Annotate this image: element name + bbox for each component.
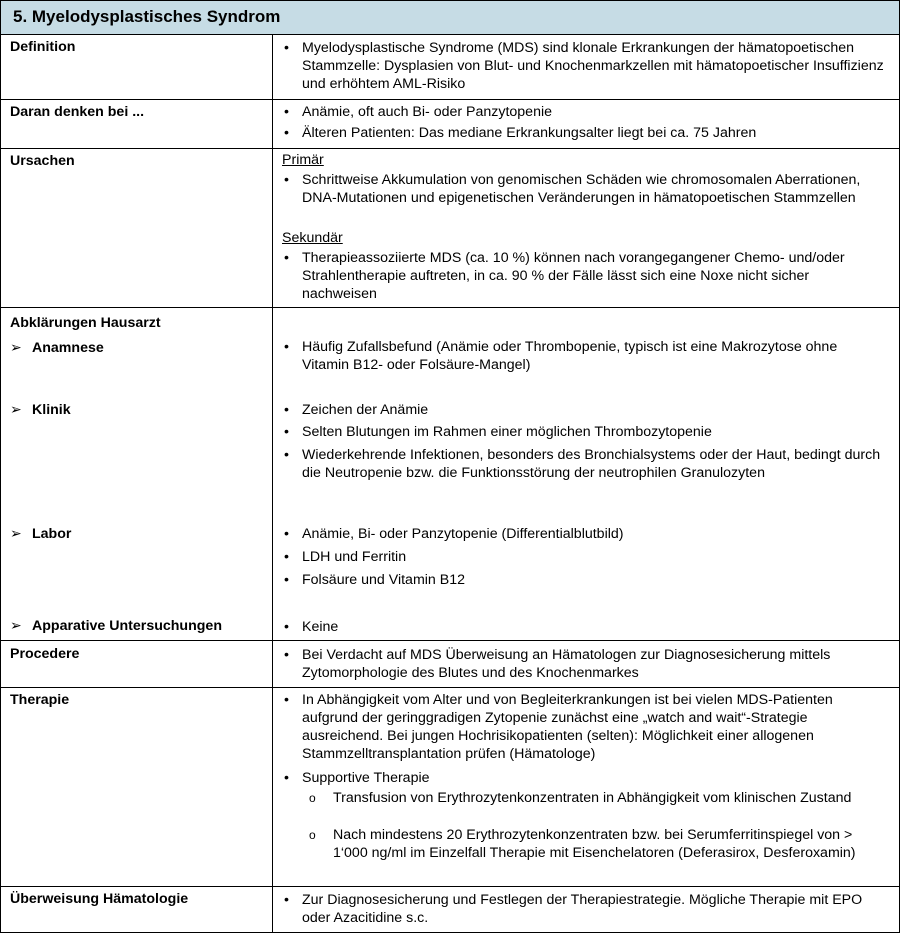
list-item: • Bei Verdacht auf MDS Überweisung an Hämatologen zur Diagnosesicherung mittels Zytomorphologie des Blutes und des Knochenmarkes — [284, 647, 831, 681]
sublabel-apparative: ➢ Apparative Untersuchungen — [10, 618, 222, 634]
row-ursachen — [1, 149, 899, 308]
circle-bullet-icon: o — [309, 828, 316, 842]
bullet-icon: • — [284, 104, 289, 120]
list-item: • Zur Diagnosesicherung und Festlegen der Therapiestrategie. Mögliche Therapie mit EPO oder Azacitidine s.c. — [284, 892, 863, 926]
sub-list-item: o Nach mindestens 20 Erythrozytenkonzentraten bzw. bei Serumferritinspiegel von > 1‘000 ng/ml im Einzelfall Therapie mit Eisenchelatoren (Deferasirox, Desferoxamin) — [309, 827, 856, 861]
list-item: • Schrittweise Akkumulation von genomischen Schäden wie chromosomalen Aberrationen, DNA-Mutationen und epigenetischen Veränderungen in hämatopoetischen Stammzellen — [284, 172, 861, 206]
bullet-icon: • — [284, 549, 289, 565]
row-label-ueberweisung: Überweisung Hämatologie — [10, 891, 189, 907]
list-item: • Häufig Zufallsbefund (Anämie oder Thrombopenie, typisch ist eine Makrozytose ohne Vitamin B12- oder Folsäure-Mangel) — [284, 339, 838, 373]
list-item: • Folsäure und Vitamin B12 — [284, 572, 465, 588]
arrow-icon: ➢ — [10, 526, 22, 542]
row-definition — [1, 34, 899, 100]
sublabel-klinik: ➢ Klinik — [10, 402, 71, 418]
row-procedere — [1, 641, 899, 688]
subheading-sekundaer: Sekundär — [282, 230, 343, 246]
circle-bullet-icon: o — [309, 791, 316, 805]
list-item: • In Abhängigkeit vom Alter und von Begleiterkrankungen ist bei vielen MDS-Patienten aufgrund der geringgradigen Zytopenie zunächst eine „watch and wait“-Strategie ausreichend. Bei jungen Hochrisikopatienten (selten): Möglichkeit einer allogenen Stammzelltransplantation prüfen (Hämatologe) — [284, 692, 833, 762]
list-item: • LDH und Ferritin — [284, 549, 407, 565]
list-item: • Myelodysplastische Syndrome (MDS) sind klonale Erkrankungen der hämatopoetischen Stammzelle: Dysplasien von Blut- und Knochenmarkzellen mit hämatopoetischer Insuffizienz und erhöhtem AML-Risiko — [284, 40, 884, 92]
list-item: • Älteren Patienten: Das mediane Erkrankungsalter liegt bei ca. 75 Jahren — [284, 125, 757, 141]
list-item: • Selten Blutungen im Rahmen einer möglichen Thrombozytopenie — [284, 424, 712, 440]
title-bar — [1, 1, 899, 35]
row-label-therapie: Therapie — [10, 692, 70, 708]
page-title: 5. Myelodysplastisches Syndrom — [13, 7, 281, 26]
list-item: • Supportive Therapie — [284, 770, 430, 786]
bullet-icon: • — [284, 40, 289, 56]
sublabel-labor: ➢ Labor — [10, 526, 72, 542]
bullet-icon: • — [284, 692, 289, 708]
row-label-abklaerungen: Abklärungen Hausarzt — [10, 315, 161, 331]
list-item: • Therapieassoziierte MDS (ca. 10 %) können nach vorangegangener Chemo- und/oder Strahlentherapie auftreten, in ca. 90 % der Fälle lässt sich eine Noxe nicht sicher nachweisen — [284, 250, 845, 302]
bullet-icon: • — [284, 447, 289, 463]
row-abklaerungen — [1, 308, 899, 641]
sub-list-item: o Transfusion von Erythrozytenkonzentraten in Abhängigkeit vom klinischen Zustand — [309, 790, 852, 806]
arrow-icon: ➢ — [10, 402, 22, 418]
row-ueberweisung — [1, 887, 899, 932]
row-therapie — [1, 688, 899, 887]
arrow-icon: ➢ — [10, 340, 22, 356]
bullet-icon: • — [284, 424, 289, 440]
bullet-icon: • — [284, 250, 289, 266]
row-label-procedere: Procedere — [10, 646, 80, 662]
list-item: • Wiederkehrende Infektionen, besonders des Bronchialsystems oder der Haut, bedingt durch die Neutropenie bzw. die Funktionsstörung der neutrophilen Granulozyten — [284, 447, 881, 481]
row-label-daran-denken: Daran denken bei ... — [10, 104, 145, 120]
bullet-icon: • — [284, 339, 289, 355]
bullet-icon: • — [284, 619, 289, 635]
row-label-ursachen: Ursachen — [10, 153, 75, 169]
bullet-icon: • — [284, 892, 289, 908]
bullet-icon: • — [284, 402, 289, 418]
subheading-primaer: Primär — [282, 152, 324, 168]
bullet-icon: • — [284, 526, 289, 542]
bullet-icon: • — [284, 125, 289, 141]
list-item: • Anämie, oft auch Bi- oder Panzytopenie — [284, 104, 553, 120]
bullet-icon: • — [284, 770, 289, 786]
column-divider — [272, 34, 273, 932]
bullet-icon: • — [284, 572, 289, 588]
row-daran-denken — [1, 100, 899, 149]
row-label-definition: Definition — [10, 39, 76, 55]
list-item: • Keine — [284, 619, 339, 635]
sublabel-anamnese: ➢ Anamnese — [10, 340, 104, 356]
bullet-icon: • — [284, 172, 289, 188]
bullet-icon: • — [284, 647, 289, 663]
list-item: • Anämie, Bi- oder Panzytopenie (Differentialblutbild) — [284, 526, 624, 542]
list-item: • Zeichen der Anämie — [284, 402, 429, 418]
arrow-icon: ➢ — [10, 618, 22, 634]
